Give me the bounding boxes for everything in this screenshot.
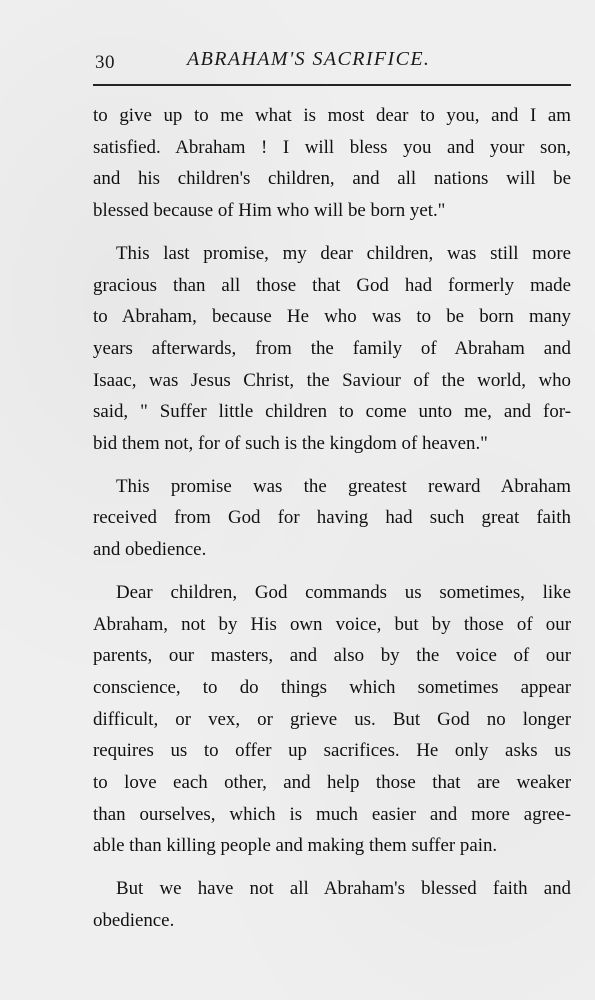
text-line: and obedience. (93, 539, 207, 561)
text-line: to give up to me what is most dear to you, and I am (93, 105, 571, 126)
text-line: requires us to offer up sacrifices. He only asks us (93, 740, 571, 762)
text-line: able than killing people and making them suffer pain. (93, 835, 498, 857)
text-line: than ourselves, which is much easier and more agree- (93, 803, 571, 825)
text-line: difficult, or vex, or grieve us. But God no longer (93, 708, 571, 730)
paragraph-5 (93, 873, 571, 936)
text-line: This promise was the greatest reward Abraham (116, 475, 571, 497)
text-line: parents, our masters, and also by the voice of our (93, 645, 571, 667)
running-head: ABRAHAM'S SACRIFICE. (187, 48, 431, 70)
text-line: Abraham, not by His own voice, but by those of our (93, 613, 571, 635)
text-line: satisfied. Abraham ! I will bless you and your son, (93, 136, 571, 158)
paragraph-4 (93, 577, 571, 862)
text-line: Dear children, God commands us sometimes, like (116, 581, 571, 603)
paragraph-2 (93, 238, 571, 460)
text-line: said, " Suffer little children to come unto me, and for- (93, 401, 571, 423)
text-line: gracious than all those that God had formerly made (93, 274, 571, 296)
text-line: This last promise, my dear children, was still more (116, 242, 571, 264)
paragraph-3 (93, 471, 571, 566)
text-line: received from God for having had such great faith (93, 507, 571, 529)
text-line: bid them not, for of such is the kingdom of heaven." (93, 433, 488, 455)
page-header (95, 46, 573, 80)
text-line: Isaac, was Jesus Christ, the Saviour of the world, who (93, 369, 571, 391)
paragraph-1 (93, 100, 571, 227)
text-line: But we have not all Abraham's blessed faith and (116, 878, 571, 900)
page-number: 30 (95, 52, 115, 73)
text-line: years afterwards, from the family of Abraham and (93, 337, 571, 359)
text-line: conscience, to do things which sometimes appear (93, 676, 571, 698)
body-text (93, 100, 571, 948)
text-line: obedience. (93, 909, 175, 931)
text-line: blessed because of Him who will be born yet." (93, 200, 446, 222)
text-line: to love each other, and help those that are weaker (93, 772, 571, 794)
text-line: to Abraham, because He who was to be born many (93, 306, 571, 328)
text-line: and his children's children, and all nations will be (93, 168, 571, 190)
header-rule (93, 84, 571, 86)
